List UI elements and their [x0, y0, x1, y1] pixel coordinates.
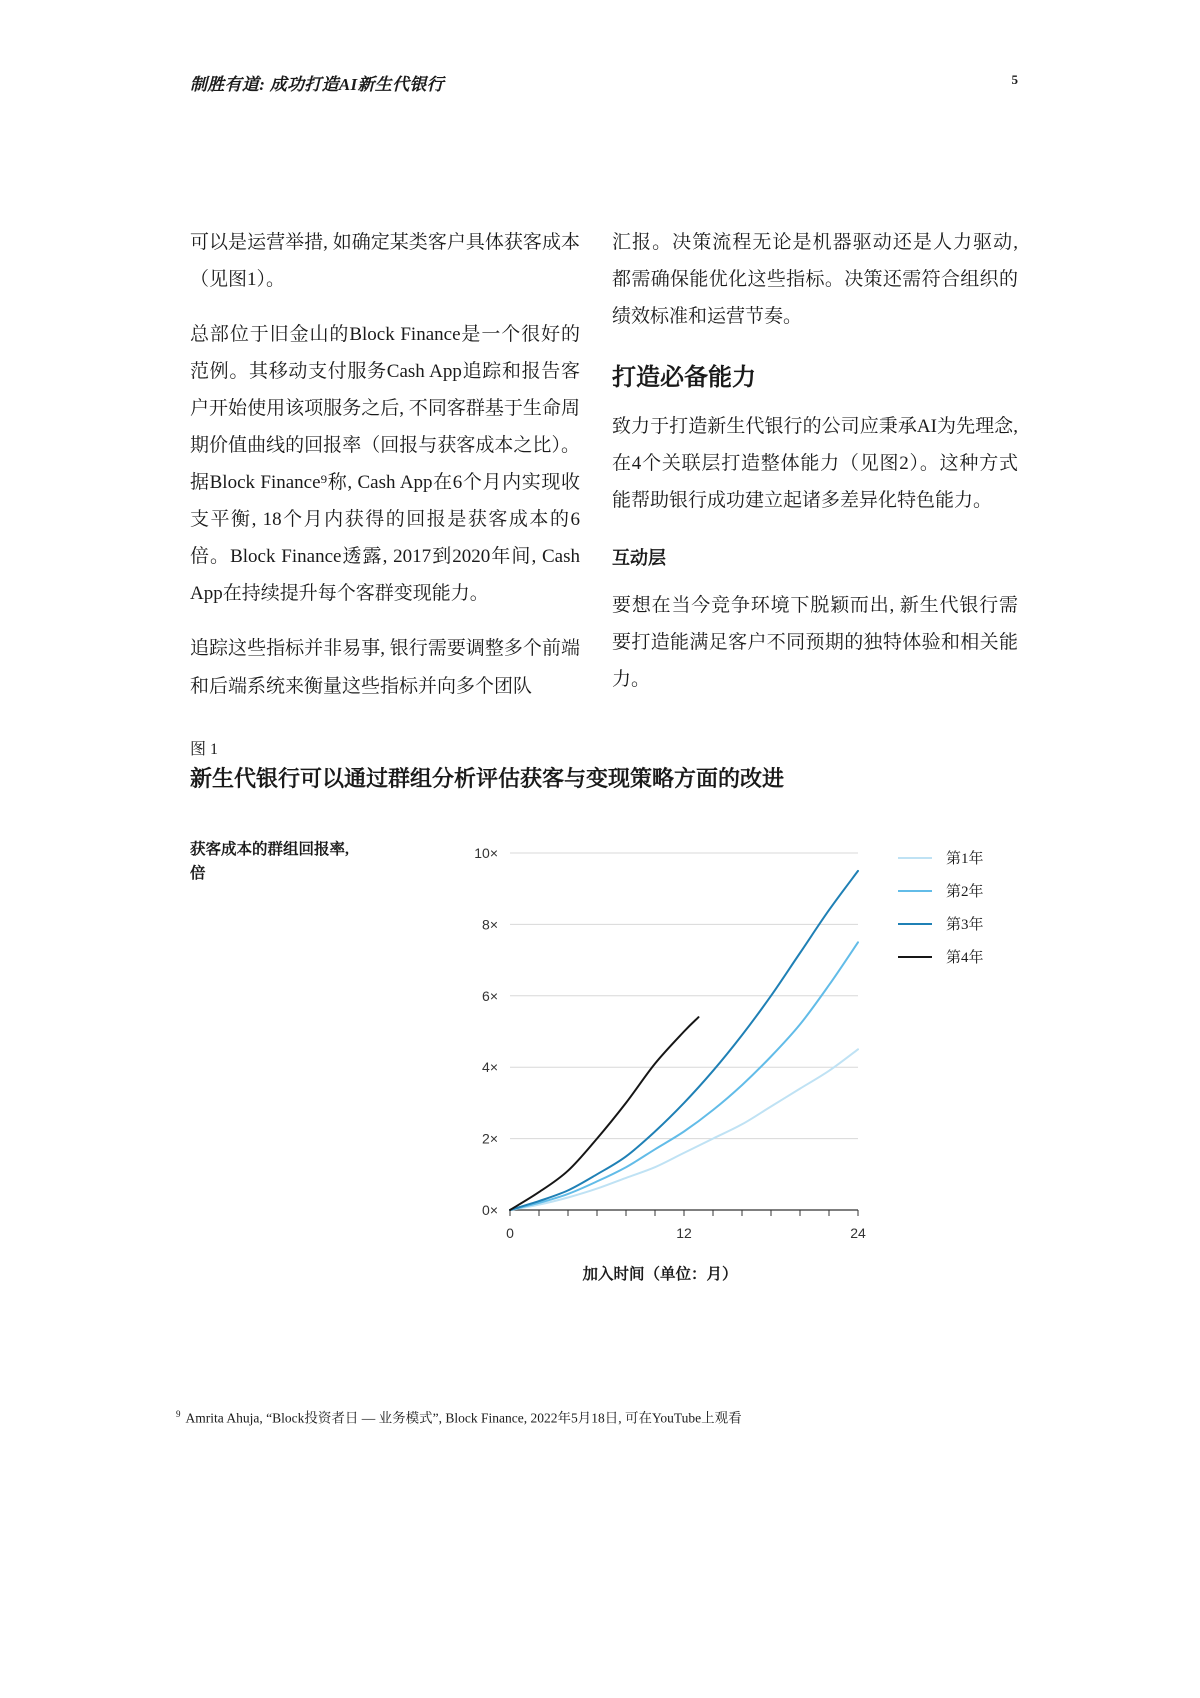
y-axis-label-line2: 倍 — [190, 865, 206, 883]
legend-item — [898, 907, 984, 940]
figure-title: 新生代银行可以通过群组分析评估获客与变现策略方面的改进 — [190, 766, 785, 791]
svg-text:0×: 0× — [482, 1202, 498, 1218]
svg-text:12: 12 — [676, 1225, 692, 1241]
paragraph-ai-first: 致力于打造新生代银行的公司应秉承AI为先理念, 在4个关联层打造整体能力（见图2）。这种方式能帮助银行成功建立起诸多差异化特色能力。 — [612, 416, 1018, 512]
cohort-return-line-chart — [440, 836, 880, 1248]
legend-label: 第1年 — [946, 851, 984, 867]
svg-text:0: 0 — [506, 1225, 514, 1241]
footnote-marker: 9 — [176, 1409, 181, 1419]
legend-swatch — [898, 956, 932, 958]
legend-swatch — [898, 890, 932, 892]
legend-item — [898, 841, 984, 874]
paragraph-tracking-metrics: 追踪这些指标并非易事, 银行需要调整多个前端和后端系统来衡量这些指标并向多个团队 — [190, 638, 580, 697]
legend-label: 第4年 — [946, 950, 984, 966]
paragraph-acquisition-cost: 可以是运营举措, 如确定某类客户具体获客成本（见图1）。 — [190, 232, 580, 291]
paragraph-engagement: 要想在当今竞争环境下脱颖而出, 新生代银行需要打造能满足客户不同预期的独特体验和相关能力。 — [612, 594, 1018, 690]
page-number: 5 — [1011, 72, 1018, 87]
footnote-text: Amrita Ahuja, “Block投资者日 — 业务模式”, Block Finance, 2022年5月18日, 可在YouTube上观看 — [185, 1410, 742, 1426]
x-axis-label: 加入时间（单位：月） — [582, 1266, 738, 1283]
chart-legend — [898, 841, 984, 973]
paragraph-decision-process: 汇报。决策流程无论是机器驱动还是人力驱动, 都需确保能优化这些指标。决策还需符合组织的绩效标准和运营节奏。 — [612, 232, 1018, 328]
svg-text:2×: 2× — [482, 1130, 498, 1147]
svg-text:24: 24 — [850, 1225, 866, 1241]
svg-text:8×: 8× — [482, 916, 498, 933]
legend-item — [898, 940, 984, 973]
legend-swatch — [898, 857, 932, 859]
svg-text:6×: 6× — [482, 987, 498, 1004]
figure-label: 图 1 — [190, 741, 219, 758]
legend-swatch — [898, 923, 932, 925]
running-title: 制胜有道: 成功打造AI新生代银行 — [190, 75, 444, 94]
y-axis-label — [190, 838, 420, 886]
section-heading-capabilities: 打造必备能力 — [612, 365, 756, 392]
body-columns — [190, 224, 1018, 705]
svg-text:10×: 10× — [474, 845, 498, 861]
left-column — [190, 224, 580, 705]
legend-label: 第2年 — [946, 884, 984, 900]
paragraph-block-finance: 总部位于旧金山的Block Finance是一个很好的范例。其移动支付服务Cash App追踪和报告客户开始使用该项服务之后, 不同客群基于生命周期价值曲线的回报率（回报与获客成本之比）。据Block Finance⁹称, Cash App在6个月内实现收支平衡, 18个月内获得的回报是获客成本的6倍。Block Finance透露, 2017到2020年间, Cash App在持续提升每个客群变现能力。 — [190, 324, 580, 605]
subsection-heading-engagement-layer: 互动层 — [612, 548, 666, 569]
footnote — [176, 1408, 1022, 1429]
legend-label: 第3年 — [946, 917, 984, 933]
y-axis-label-line1: 获客成本的群组回报率, — [190, 841, 349, 858]
legend-item — [898, 874, 984, 907]
right-column — [612, 224, 1018, 705]
svg-text:4×: 4× — [482, 1059, 498, 1076]
